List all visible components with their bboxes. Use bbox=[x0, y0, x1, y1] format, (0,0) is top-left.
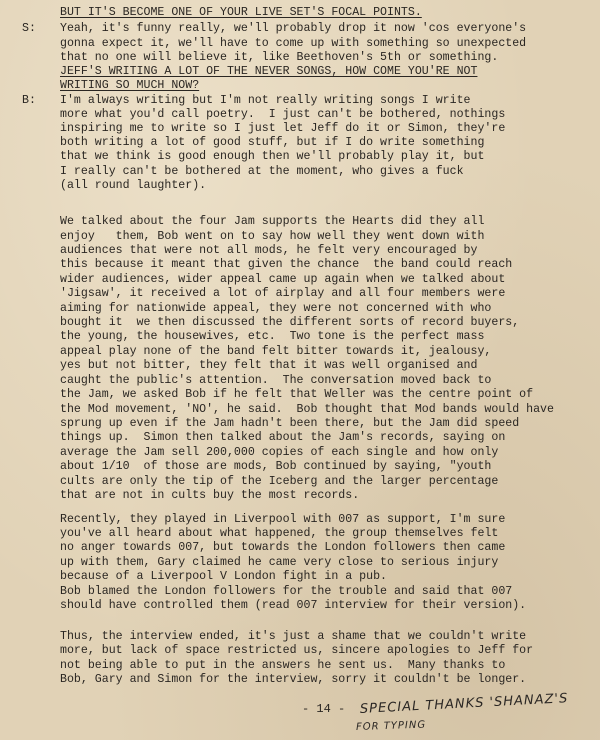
text-line: no anger towards 007, but towards the London followers then came bbox=[60, 541, 506, 554]
text-line: that we think is good enough then we'll probably play it, but bbox=[60, 150, 485, 163]
text-line: bought it we then discussed the different sorts of record buyers, bbox=[60, 316, 520, 329]
text-line: because of a Liverpool V London fight in a pub. bbox=[60, 570, 387, 583]
speaker-label: S: bbox=[22, 22, 36, 35]
text-line: cults are only the tip of the Iceberg and the larger percentage bbox=[60, 475, 499, 488]
text-line: aiming for nationwide appeal, they were not concerned with who bbox=[60, 302, 492, 315]
handwritten-thanks: SPECIAL THANKS 'SHANAZ'S bbox=[359, 691, 569, 717]
text-line: the Mod movement, 'NO', he said. Bob thought that Mod bands would have bbox=[60, 403, 554, 416]
text-line: things up. Simon then talked about the Jam's records, saying on bbox=[60, 431, 506, 444]
text-line: both writing a lot of good stuff, but if I do write something bbox=[60, 136, 485, 149]
text-line: wider audiences, wider appeal came up again when we talked about bbox=[60, 273, 506, 286]
text-line: Thus, the interview ended, it's just a shame that we couldn't write bbox=[60, 630, 527, 643]
text-line: this because it meant that given the chance the band could reach bbox=[60, 258, 513, 271]
text-line: yes but not bitter, they felt that it was well organised and bbox=[60, 359, 478, 372]
interview-question-line: JEFF'S WRITING A LOT OF THE NEVER SONGS, HOW COME YOU'RE NOT bbox=[60, 65, 478, 78]
text-line: inspiring me to write so I just let Jeff do it or Simon, they're bbox=[60, 122, 506, 135]
text-line: not being able to put in the answers he sent us. Many thanks to bbox=[60, 659, 506, 672]
text-line: Bob, Gary and Simon for the interview, sorry it couldn't be longer. bbox=[60, 673, 527, 686]
handwritten-note: FOR TYPING bbox=[355, 719, 427, 733]
text-line: you've all heard about what happened, the group themselves felt bbox=[60, 527, 499, 540]
text-line: the Jam, we asked Bob if he felt that Weller was the centre point of bbox=[60, 388, 534, 401]
text-line: Bob blamed the London followers for the trouble and said that 007 bbox=[60, 585, 513, 598]
text-line: that are not in cults buy the most records. bbox=[60, 489, 360, 502]
text-line: sprung up even if the Jam hadn't been there, but the Jam did speed bbox=[60, 417, 520, 430]
text-line: 'Jigsaw', it received a lot of airplay and all four members were bbox=[60, 287, 506, 300]
text-line: about 1/10 of those are mods, Bob continued by saying, "youth bbox=[60, 460, 492, 473]
text-line: average the Jam sell 200,000 copies of each single and how only bbox=[60, 446, 499, 459]
text-line: Recently, they played in Liverpool with 007 as support, I'm sure bbox=[60, 513, 506, 526]
text-line: audiences that were not all mods, he felt very encouraged by bbox=[60, 244, 478, 257]
speaker-label: B: bbox=[22, 94, 36, 107]
text-line: should have controlled them (read 007 interview for their version). bbox=[60, 599, 527, 612]
text-line: enjoy them, Bob went on to say how well they went down with bbox=[60, 230, 485, 243]
text-line: appeal play none of the band felt bitter towards it, jealousy, bbox=[60, 345, 492, 358]
text-line: more, but lack of space restricted us, sincere apologies to Jeff for bbox=[60, 644, 534, 657]
text-line: the young, the housewives, etc. Two tone is the perfect mass bbox=[60, 330, 485, 343]
text-line: (all round laughter). bbox=[60, 179, 207, 192]
text-line: up with them, Gary claimed he came very close to serious injury bbox=[60, 556, 499, 569]
text-line: that no one will believe it, like Beethoven's 5th or something. bbox=[60, 51, 499, 64]
text-line: I'm always writing but I'm not really writing songs I write bbox=[60, 94, 471, 107]
page-number: - 14 - bbox=[302, 702, 346, 716]
text-line: Yeah, it's funny really, we'll probably drop it now 'cos everyone's bbox=[60, 22, 527, 35]
text-line: gonna expect it, we'll have to come up with something so unexpected bbox=[60, 37, 527, 50]
interview-question-line: WRITING SO MUCH NOW? bbox=[60, 79, 200, 92]
text-line: We talked about the four Jam supports the Hearts did they all bbox=[60, 215, 485, 228]
text-line: caught the public's attention. The conversation moved back to bbox=[60, 374, 492, 387]
interview-question-line: BUT IT'S BECOME ONE OF YOUR LIVE SET'S FOCAL POINTS. bbox=[60, 6, 422, 19]
text-line: I really can't be bothered at the moment, who gives a fuck bbox=[60, 165, 464, 178]
text-line: more what you'd call poetry. I just can't be bothered, nothings bbox=[60, 108, 506, 121]
